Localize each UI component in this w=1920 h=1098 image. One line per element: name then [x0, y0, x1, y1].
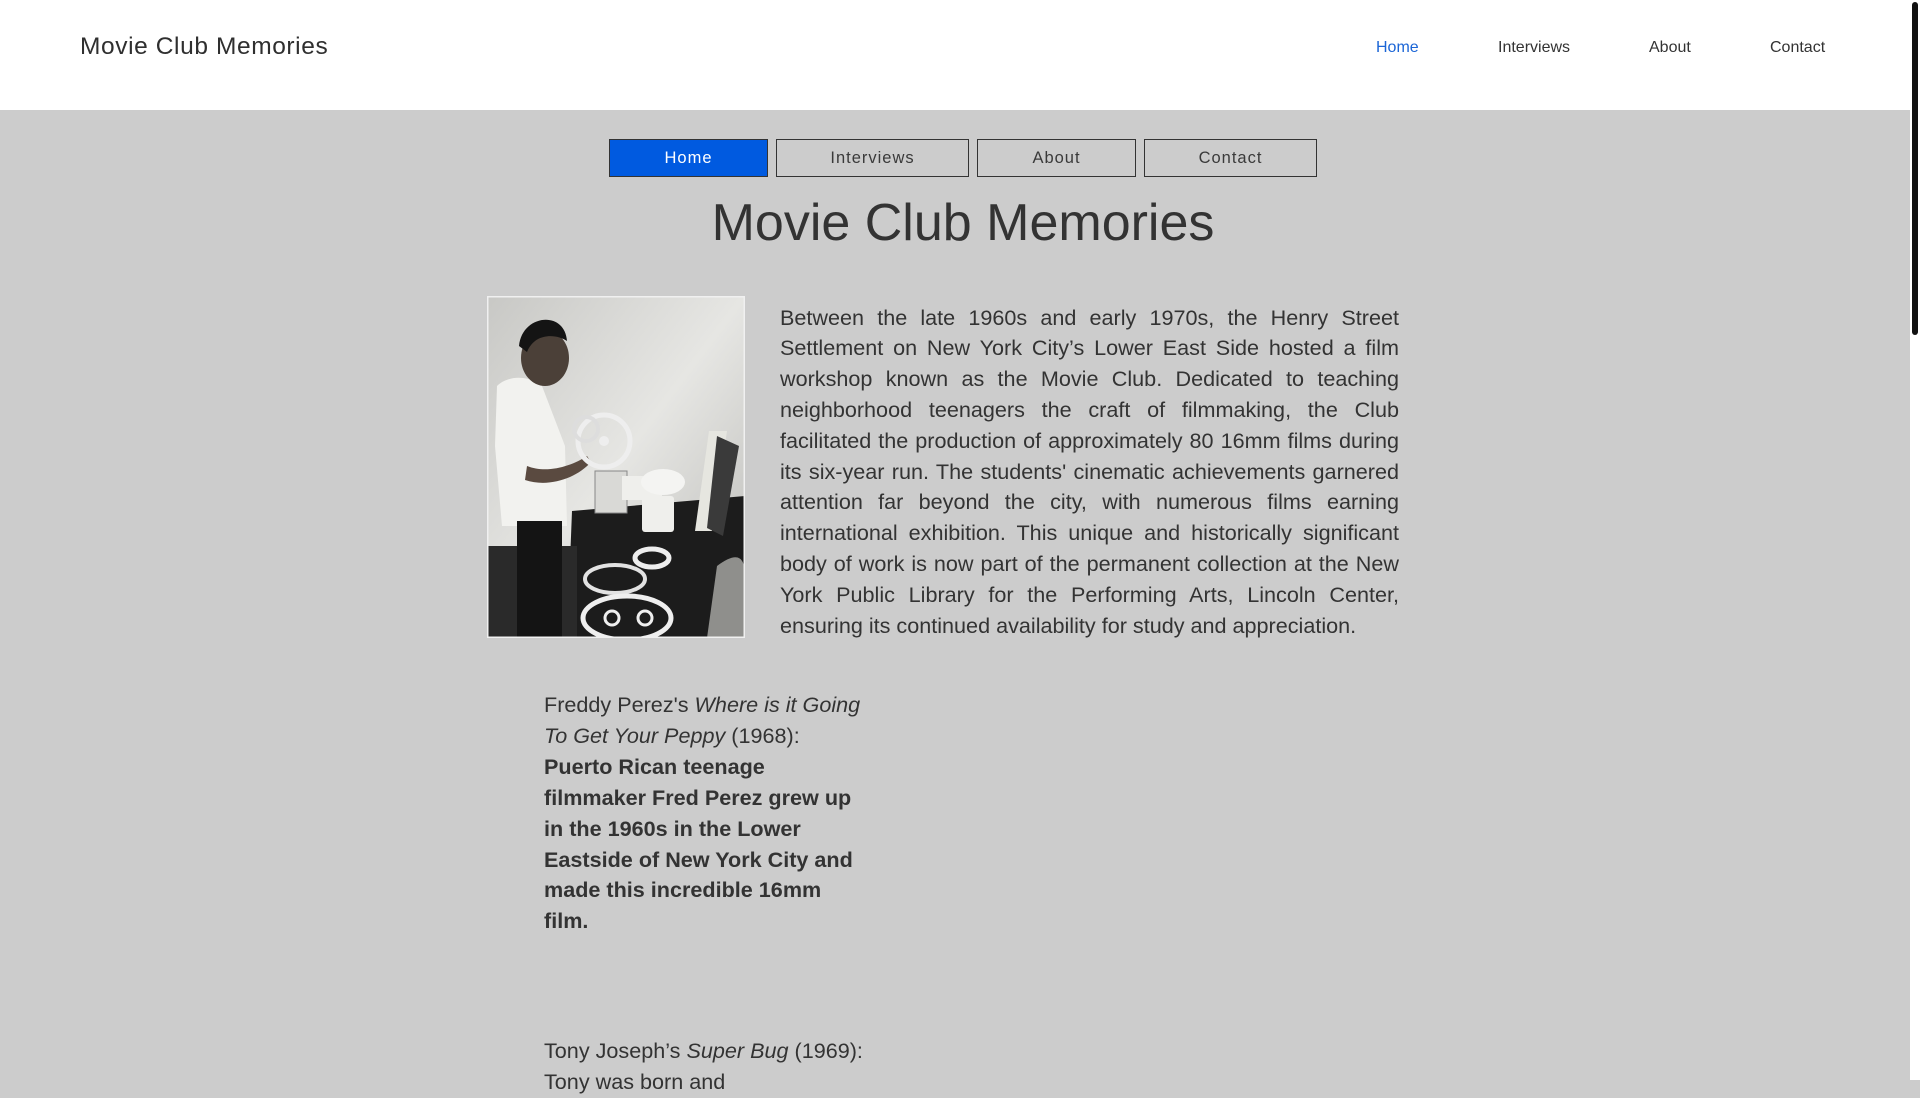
movie-club-photo — [487, 296, 745, 638]
film-title: Super Bug — [686, 1038, 789, 1063]
film-title: Where is it Going To Get Your Peppy — [544, 692, 861, 748]
scrollbar-thumb[interactable] — [1912, 2, 1918, 335]
header-nav-home[interactable]: Home — [1376, 39, 1419, 56]
intro-paragraph: Between the late 1960s and early 1970s, the Henry Street Settlement on New York City’s Lower East Side hosted a film workshop known as the Movie Club. Dedicated to teaching neighborhood teenagers the craft of filmmaking, the Club facilitated the production of approximately 80 16mm films during its six-year run. The students' cinematic achievements garnered attention far beyond the city, with numerous films earning international exhibition. This unique and historically significant body of work is now part of the permanent collection at the New York Public Library for the Performing Arts, Lincoln Center, ensuring its continued availability for study and appreciation. — [780, 304, 1399, 638]
film-maker: Freddy Perez's — [544, 692, 695, 717]
site-logo[interactable]: Movie Club Memories — [80, 33, 329, 60]
film-year: (1968): — [725, 722, 800, 748]
page-title: Movie Club Memories — [711, 194, 1215, 252]
film-entry — [544, 1036, 864, 1098]
button-nav-about[interactable]: About — [977, 139, 1136, 177]
site-header — [0, 0, 1910, 110]
film-year: (1969): — [788, 1038, 863, 1063]
header-nav-contact[interactable]: Contact — [1770, 39, 1826, 56]
button-nav-home[interactable]: Home — [609, 139, 768, 177]
photo-illustration — [487, 296, 745, 638]
button-nav-interviews[interactable]: Interviews — [776, 139, 969, 177]
film-entry — [544, 690, 864, 937]
header-nav-about[interactable]: About — [1649, 39, 1691, 56]
film-description: Puerto Rican teenage filmmaker Fred Perez grew up in the 1960s in the Lower Eastside of New York City and made this incredible 16mm film. — [544, 753, 853, 934]
film-description: Tony was born and — [544, 1068, 726, 1094]
header-nav-interviews[interactable]: Interviews — [1498, 39, 1571, 56]
film-maker: Tony Joseph’s — [544, 1038, 687, 1063]
button-nav-contact[interactable]: Contact — [1144, 139, 1317, 177]
